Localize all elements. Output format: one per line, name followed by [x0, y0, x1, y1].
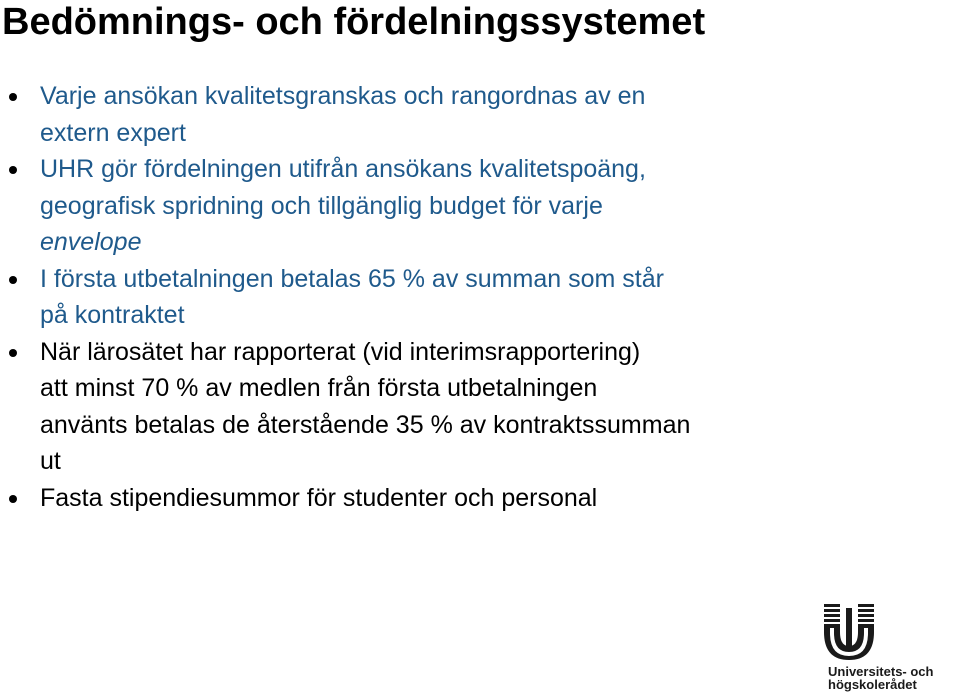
bullet-line: att minst 70 % av medlen från första utbetalningen	[40, 374, 598, 402]
bullet-item	[0, 334, 900, 480]
bullet-item	[0, 480, 900, 517]
bullet-line: extern expert	[40, 118, 186, 147]
bullet-line: I första utbetalningen betalas 65 % av summan som står	[40, 264, 664, 293]
bullet-item	[0, 151, 900, 261]
uhr-logo	[818, 602, 960, 690]
logo-text-line: högskolerådet	[828, 677, 917, 692]
bullet-dot-icon	[9, 276, 17, 284]
bullet-line: Varje ansökan kvalitetsgranskas och rangordnas av en	[40, 82, 646, 110]
logo-text	[828, 665, 933, 691]
bullet-dot-icon	[9, 495, 17, 503]
logo-text-line: Universitets- och	[828, 664, 934, 679]
bullet-line: När lärosätet har rapporterat (vid interimsrapportering)	[40, 337, 641, 366]
bullet-line: på kontraktet	[40, 301, 185, 329]
bullet-line-italic: envelope	[40, 228, 142, 256]
bullet-item	[0, 78, 900, 151]
bullet-line: geografisk spridning och tillgänglig budget för varje	[40, 191, 603, 220]
bullet-line: UHR gör fördelningen utifrån ansökans kvalitetspoäng,	[40, 155, 646, 183]
uhr-emblem-icon	[820, 602, 880, 664]
bullet-item	[0, 261, 900, 334]
slide-title: Bedömnings- och fördelningssystemet	[2, 1, 706, 43]
bullet-dot-icon	[9, 93, 17, 101]
bullet-line: Fasta stipendiesummor för studenter och personal	[40, 483, 598, 512]
bullet-dot-icon	[9, 349, 17, 357]
bullet-list	[0, 78, 900, 516]
bullet-dot-icon	[9, 166, 17, 174]
bullet-line: använts betalas de återstående 35 % av kontraktssumman	[40, 410, 691, 439]
bullet-line: ut	[40, 447, 61, 475]
